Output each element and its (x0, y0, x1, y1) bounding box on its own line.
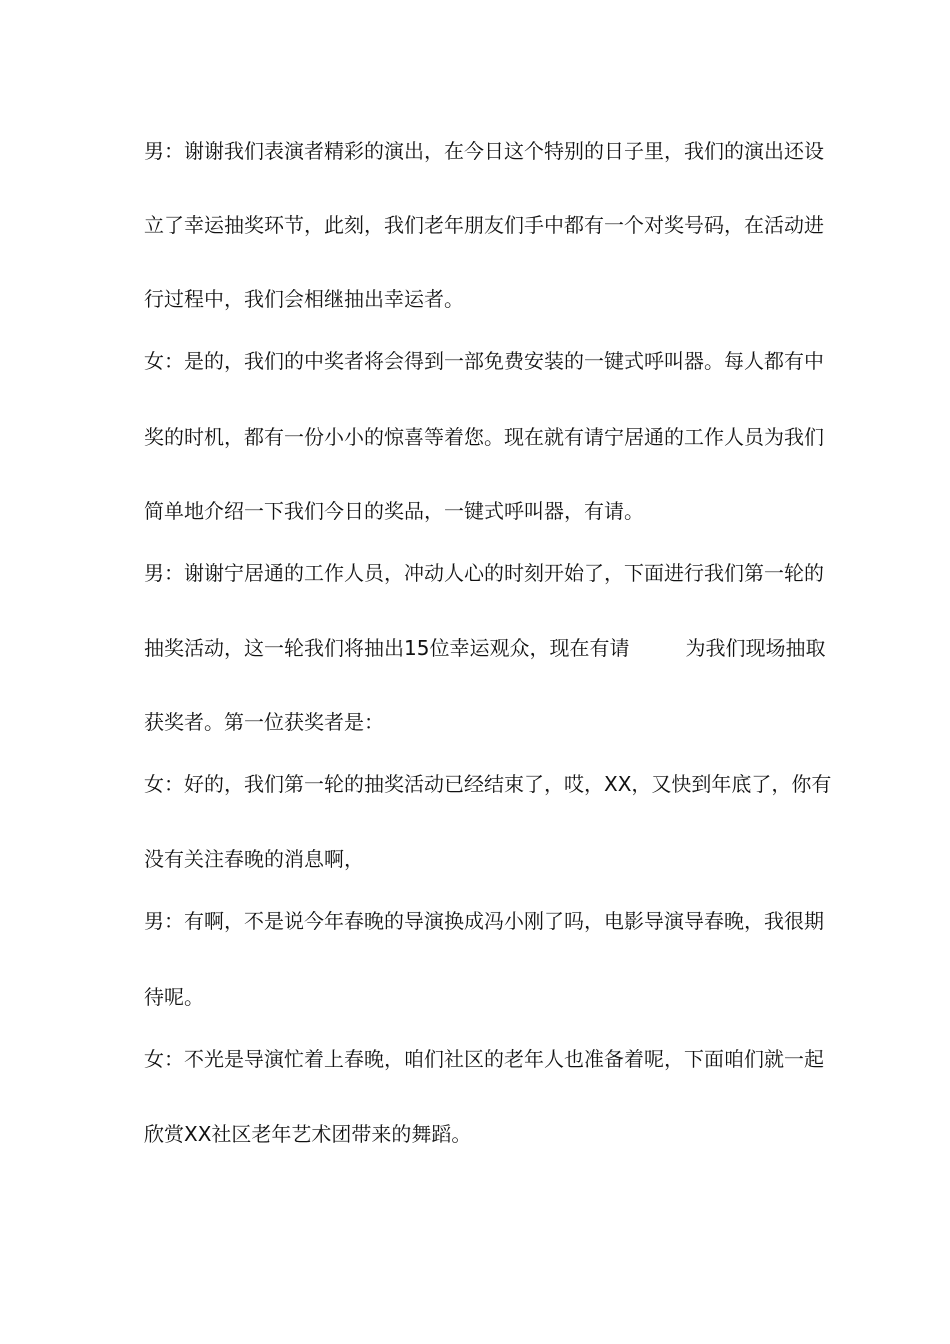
text-line: 没有关注春晚的消息啊， (144, 847, 364, 871)
text-segment: 为我们现场抽取 (685, 636, 826, 660)
text-line: 欣赏XX社区老年艺术团带来的舞蹈。 (144, 1122, 472, 1146)
text-line: 男：谢谢宁居通的工作人员，冲动人心的时刻开始了，下面进行我们第一轮的 (144, 561, 824, 585)
text-line: 简单地介绍一下我们今日的奖品，一键式呼叫器，有请。 (144, 499, 644, 523)
text-line: 获奖者。第一位获奖者是： (144, 710, 384, 734)
text-line: 行过程中，我们会相继抽出幸运者。 (144, 287, 464, 311)
text-line: 女：好的，我们第一轮的抽奖活动已经结束了，哎，XX，又快到年底了，你有 (144, 772, 832, 796)
text-line: 立了幸运抽奖环节，此刻，我们老年朋友们手中都有一个对奖号码，在活动进 (144, 213, 824, 237)
text-line: 女：不光是导演忙着上春晚，咱们社区的老年人也准备着呢，下面咱们就一起 (144, 1047, 824, 1071)
text-line: 奖的时机，都有一份小小的惊喜等着您。现在就有请宁居通的工作人员为我们 (144, 425, 824, 449)
text-line: 待呢。 (144, 985, 204, 1009)
text-line: 男：谢谢我们表演者精彩的演出，在今日这个特别的日子里，我们的演出还设 (144, 139, 824, 163)
text-line: 男：有啊，不是说今年春晚的导演换成冯小刚了吗，电影导演导春晚，我很期 (144, 909, 824, 933)
text-line (144, 633, 824, 663)
text-segment: 抽奖活动，这一轮我们将抽出15位幸运观众，现在有请 (144, 636, 630, 660)
text-line: 女：是的，我们的中奖者将会得到一部免费安装的一键式呼叫器。每人都有中 (144, 349, 824, 373)
